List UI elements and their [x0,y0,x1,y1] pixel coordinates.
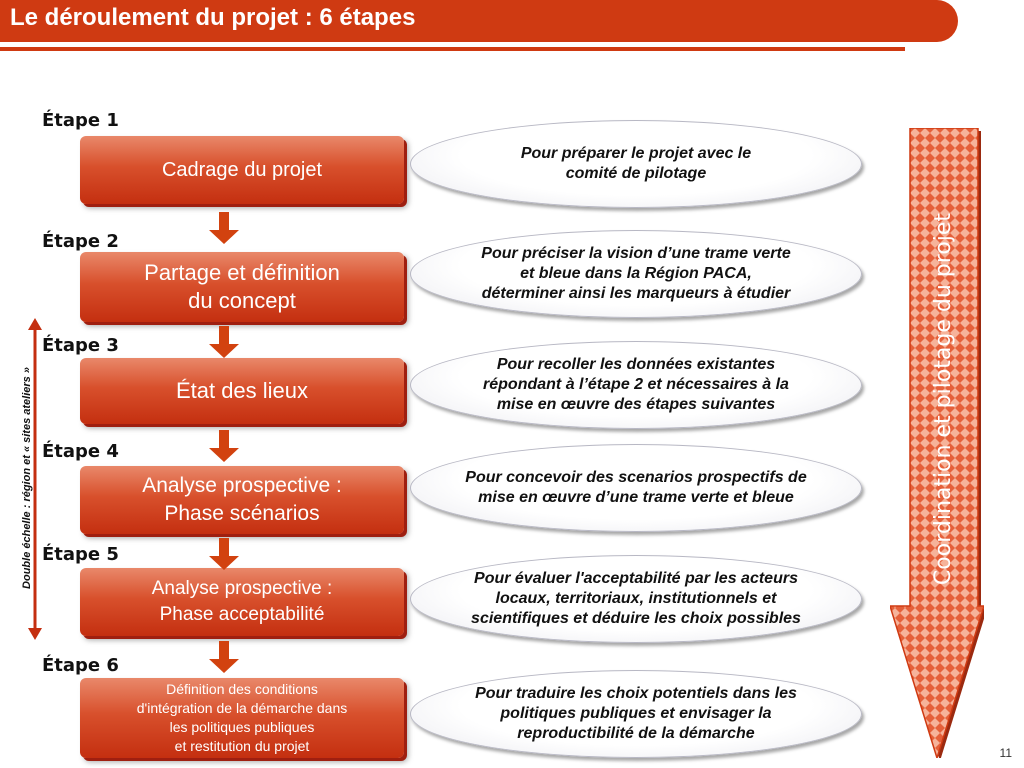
down-arrow-icon [209,538,239,570]
down-arrow-icon [209,212,239,244]
title-bar [0,0,958,42]
step-2-box: Partage et définition du concept [80,252,404,322]
coordination-label: Coordination et pilotage du projet [931,212,956,586]
scale-label: Double échelle : région et « sites ateliers » [21,367,33,589]
step-2-label: Étape 2 [42,231,119,252]
step-5-box: Analyse prospective : Phase acceptabilité [80,568,404,636]
page-number: 11 [999,746,1012,760]
title-underline [0,47,905,51]
step-3-box: État des lieux [80,358,404,424]
down-arrow-icon [209,326,239,358]
step-4-label: Étape 4 [42,441,119,462]
step-6-label: Étape 6 [42,655,119,676]
step-3-description: Pour recoller les données existantes répondant à l’étape 2 et nécessaires à la mise en œuvre des étapes suivantes [410,341,862,429]
step-3-label: Étape 3 [42,335,119,356]
step-4-box: Analyse prospective : Phase scénarios [80,466,404,534]
step-5-description: Pour évaluer l'acceptabilité par les acteurs locaux, territoriaux, institutionnels et scientifiques et déduire les choix possibles [410,555,862,643]
step-1-box: Cadrage du projet [80,136,404,204]
step-5-label: Étape 5 [42,544,119,565]
down-arrow-icon [209,430,239,462]
step-4-description: Pour concevoir des scenarios prospectifs de mise en œuvre d’une trame verte et bleue [410,444,862,532]
step-1-description: Pour préparer le projet avec le comité de pilotage [410,120,862,208]
down-arrow-icon [209,641,239,673]
page-title: Le déroulement du projet : 6 étapes [10,4,416,31]
step-6-box: Définition des conditions d'intégration de la démarche dans les politiques publiques et restitution du projet [80,678,404,758]
step-1-label: Étape 1 [42,110,119,131]
step-6-description: Pour traduire les choix potentiels dans les politiques publiques et envisager la reproductibilité de la démarche [410,670,862,758]
step-2-description: Pour préciser la vision d’une trame verte et bleue dans la Région PACA, déterminer ainsi les marqueurs à étudier [410,230,862,318]
